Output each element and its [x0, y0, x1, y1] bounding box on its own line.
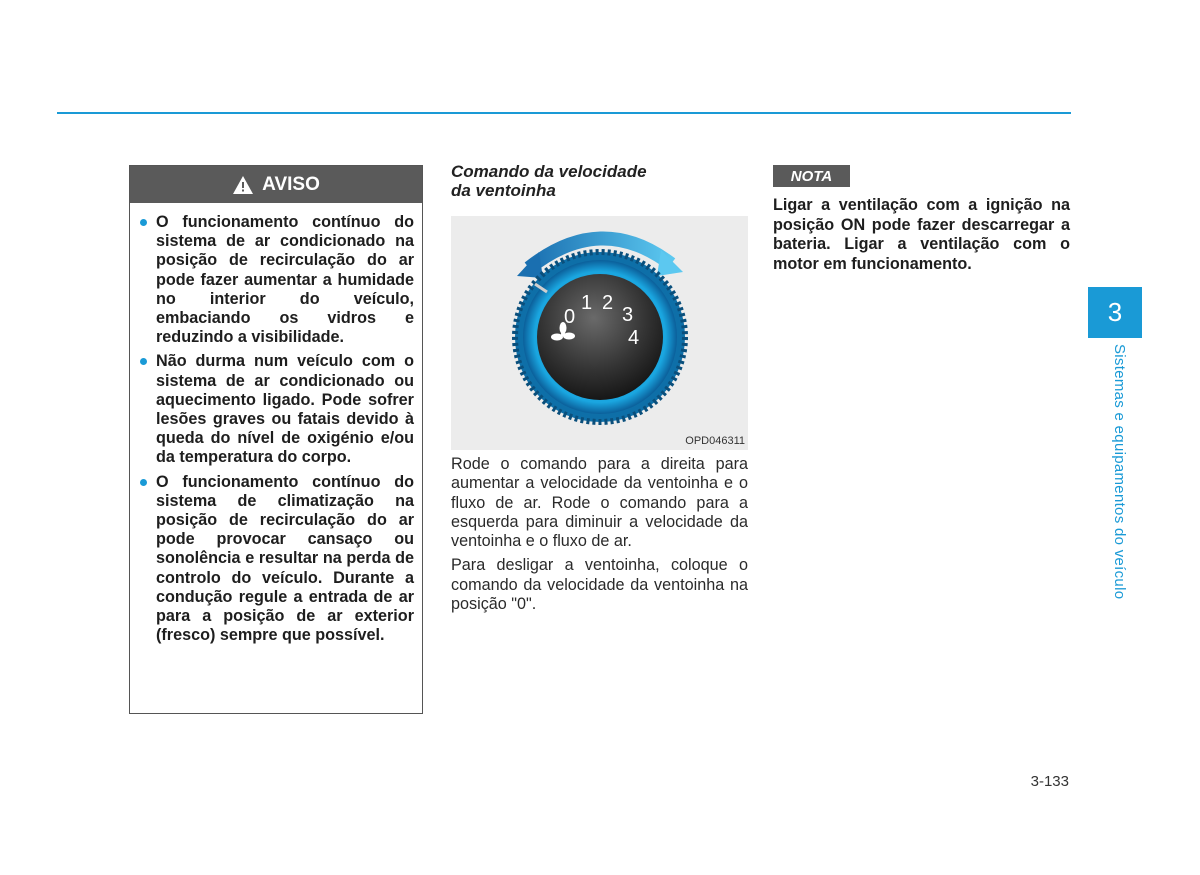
body-paragraph: Rode o comando para a direita para aumentar a velocidade da ventoinha e o fluxo de ar. Rode o comando para a esquerda para diminuir a velocidade da ventoinha e o fluxo de ar. [451, 455, 748, 551]
dial-label-1: 1 [581, 292, 593, 314]
warning-box [129, 165, 423, 714]
warning-item: O funcionamento contínuo do sistema de climatização na posição de recirculação do ar pode provocar cansaço ou sonolência e resultar na perda de controlo do veículo. Durante a condução regule a entrada de ar para a posição de ar exterior (fresco) sempre que possível. [140, 473, 414, 646]
warning-item: O funcionamento contínuo do sistema de ar condicionado na posição de recirculação do ar pode fazer aumentar a humidade no interior do veículo, embaciando os vidros e reduzindo a visibilidade. [140, 213, 414, 347]
body-text [451, 455, 748, 619]
page-number: 3-133 [1030, 773, 1069, 790]
top-rule [57, 112, 1071, 114]
section-title: Comando da velocidade da ventoinha [451, 162, 647, 200]
note-text: Ligar a ventilação com a ignição na posição ON pode fazer descarregar a bateria. Ligar a ventilação com o motor em funcionamento. [773, 196, 1070, 273]
warning-list [130, 203, 422, 645]
bullet-icon [140, 358, 147, 365]
note-badge: NOTA [773, 165, 850, 187]
dial-label-4: 4 [628, 327, 640, 349]
chapter-title: Sistemas e equipamentos do veículo [1111, 344, 1128, 600]
dial-label-2: 2 [602, 292, 614, 314]
dial-label-0: 0 [564, 306, 576, 328]
bullet-icon [140, 479, 147, 486]
bullet-icon [140, 219, 147, 226]
warning-header [130, 166, 422, 203]
dial-label-3: 3 [622, 304, 634, 326]
fan-dial-illustration [451, 216, 748, 450]
chapter-tab: 3 [1088, 287, 1142, 338]
body-paragraph: Para desligar a ventoinha, coloque o comando da velocidade da ventoinha na posição "0". [451, 556, 748, 614]
figure-code: OPD046311 [685, 435, 745, 447]
warning-item: Não durma num veículo com o sistema de ar condicionado ou aquecimento ligado. Pode sofrer lesões graves ou fatais devido à queda do nível de oxigénio e/ou da temperatura do corpo. [140, 352, 414, 467]
fan-speed-figure [451, 216, 748, 450]
warning-triangle-icon [232, 175, 254, 195]
warning-title: AVISO [262, 173, 320, 195]
